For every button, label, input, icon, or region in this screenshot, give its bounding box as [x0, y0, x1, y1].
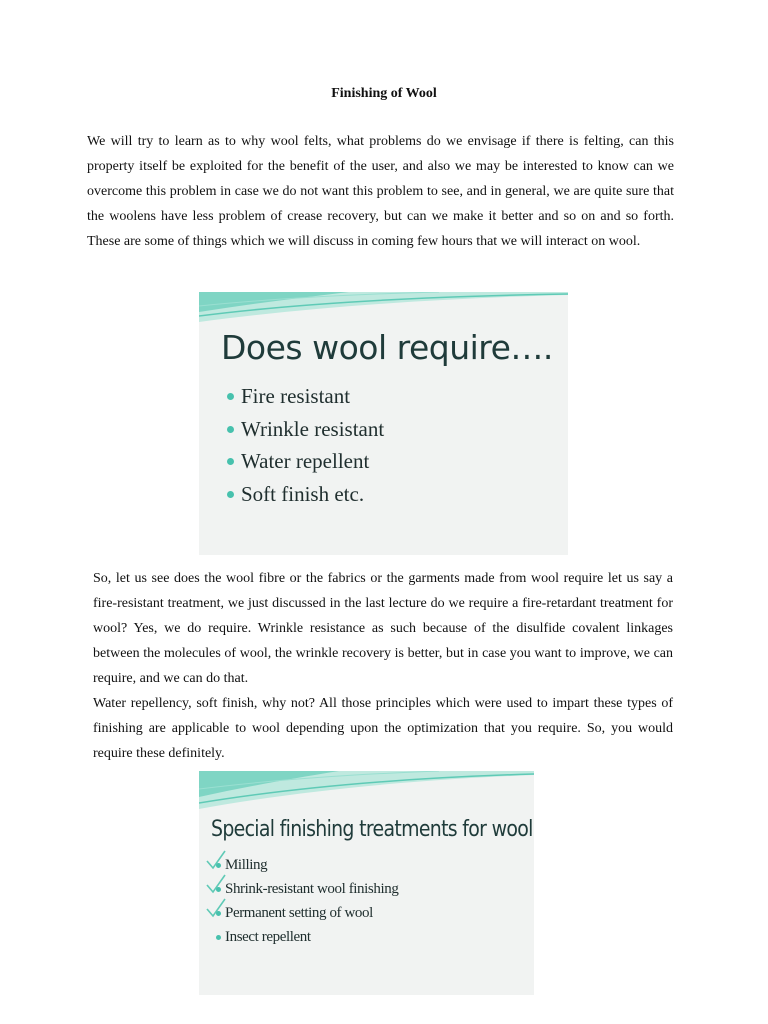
- slide-does-wool-require: [199, 292, 568, 555]
- slide-bullet-list: [225, 380, 384, 510]
- list-item: [211, 853, 398, 877]
- list-item-label: Insect repellent: [225, 929, 311, 945]
- list-item-label: Soft finish etc.: [241, 481, 365, 506]
- list-item: [211, 877, 398, 901]
- list-item-label: Permanent setting of wool: [225, 905, 373, 921]
- slide-bullet-list: [211, 853, 398, 949]
- checkmark-icon: [205, 873, 227, 895]
- paragraph-intro: We will try to learn as to why wool felts, what problems do we envisage if there is felting, can this property itself be exploited for the benefit of the user, and also we may be interested to know can we overcome this problem in case we do not want this problem to see, and in general, we are quite sure that the woolens have less problem of crease recovery, but can we make it better and so on and so forth. These are some of things which we will discuss in coming few hours that we will interact on wool.: [87, 134, 674, 249]
- paragraph-requirements: So, let us see does the wool fibre or the fabrics or the garments made from wool require let us say a fire-resistant treatment, we just discussed in the last lecture do we require a fire-retardant treatment for wool? Yes, we do require. Wrinkle resistance as such because of the disulfide covalent linkages between the molecules of wool, the wrinkle recovery is better, but in case you want to improve, we can require, and we can do that.: [93, 571, 673, 686]
- list-item: [225, 380, 384, 413]
- checkmark-icon: [205, 897, 227, 919]
- bullet-icon: [227, 393, 234, 400]
- bullet-icon: [227, 426, 234, 433]
- list-item-label: Shrink-resistant wool finishing: [225, 881, 399, 897]
- bullet-icon: [216, 935, 221, 940]
- slide-swoosh-decoration: [199, 771, 534, 813]
- slide-special-finishing: [199, 771, 534, 995]
- bullet-icon: [216, 911, 221, 916]
- list-item: [225, 413, 384, 446]
- list-item-label: Fire resistant: [241, 384, 351, 408]
- list-item-label: Wrinkle resistant: [241, 416, 385, 441]
- list-item-label: Water repellent: [241, 449, 370, 473]
- bullet-icon: [227, 491, 234, 498]
- list-item-label: Milling: [225, 857, 268, 873]
- list-item: [225, 478, 384, 511]
- list-item: [211, 925, 398, 949]
- bullet-icon: [227, 458, 234, 465]
- checkmark-icon: [205, 849, 227, 871]
- slide-title: Special finishing treatments for wool: [211, 817, 533, 842]
- slide-title: Does wool require….: [221, 328, 553, 367]
- bullet-icon: [216, 863, 221, 868]
- list-item: [211, 901, 398, 925]
- paragraph-water-repellency: Water repellency, soft finish, why not? All those principles which were used to impart these types of finishing are applicable to wool depending upon the optimization that you require. So, you would require these definitely.: [93, 696, 673, 761]
- document-title: Finishing of Wool: [331, 86, 437, 101]
- bullet-icon: [216, 887, 221, 892]
- slide-swoosh-decoration: [199, 292, 568, 332]
- list-item: [225, 445, 384, 478]
